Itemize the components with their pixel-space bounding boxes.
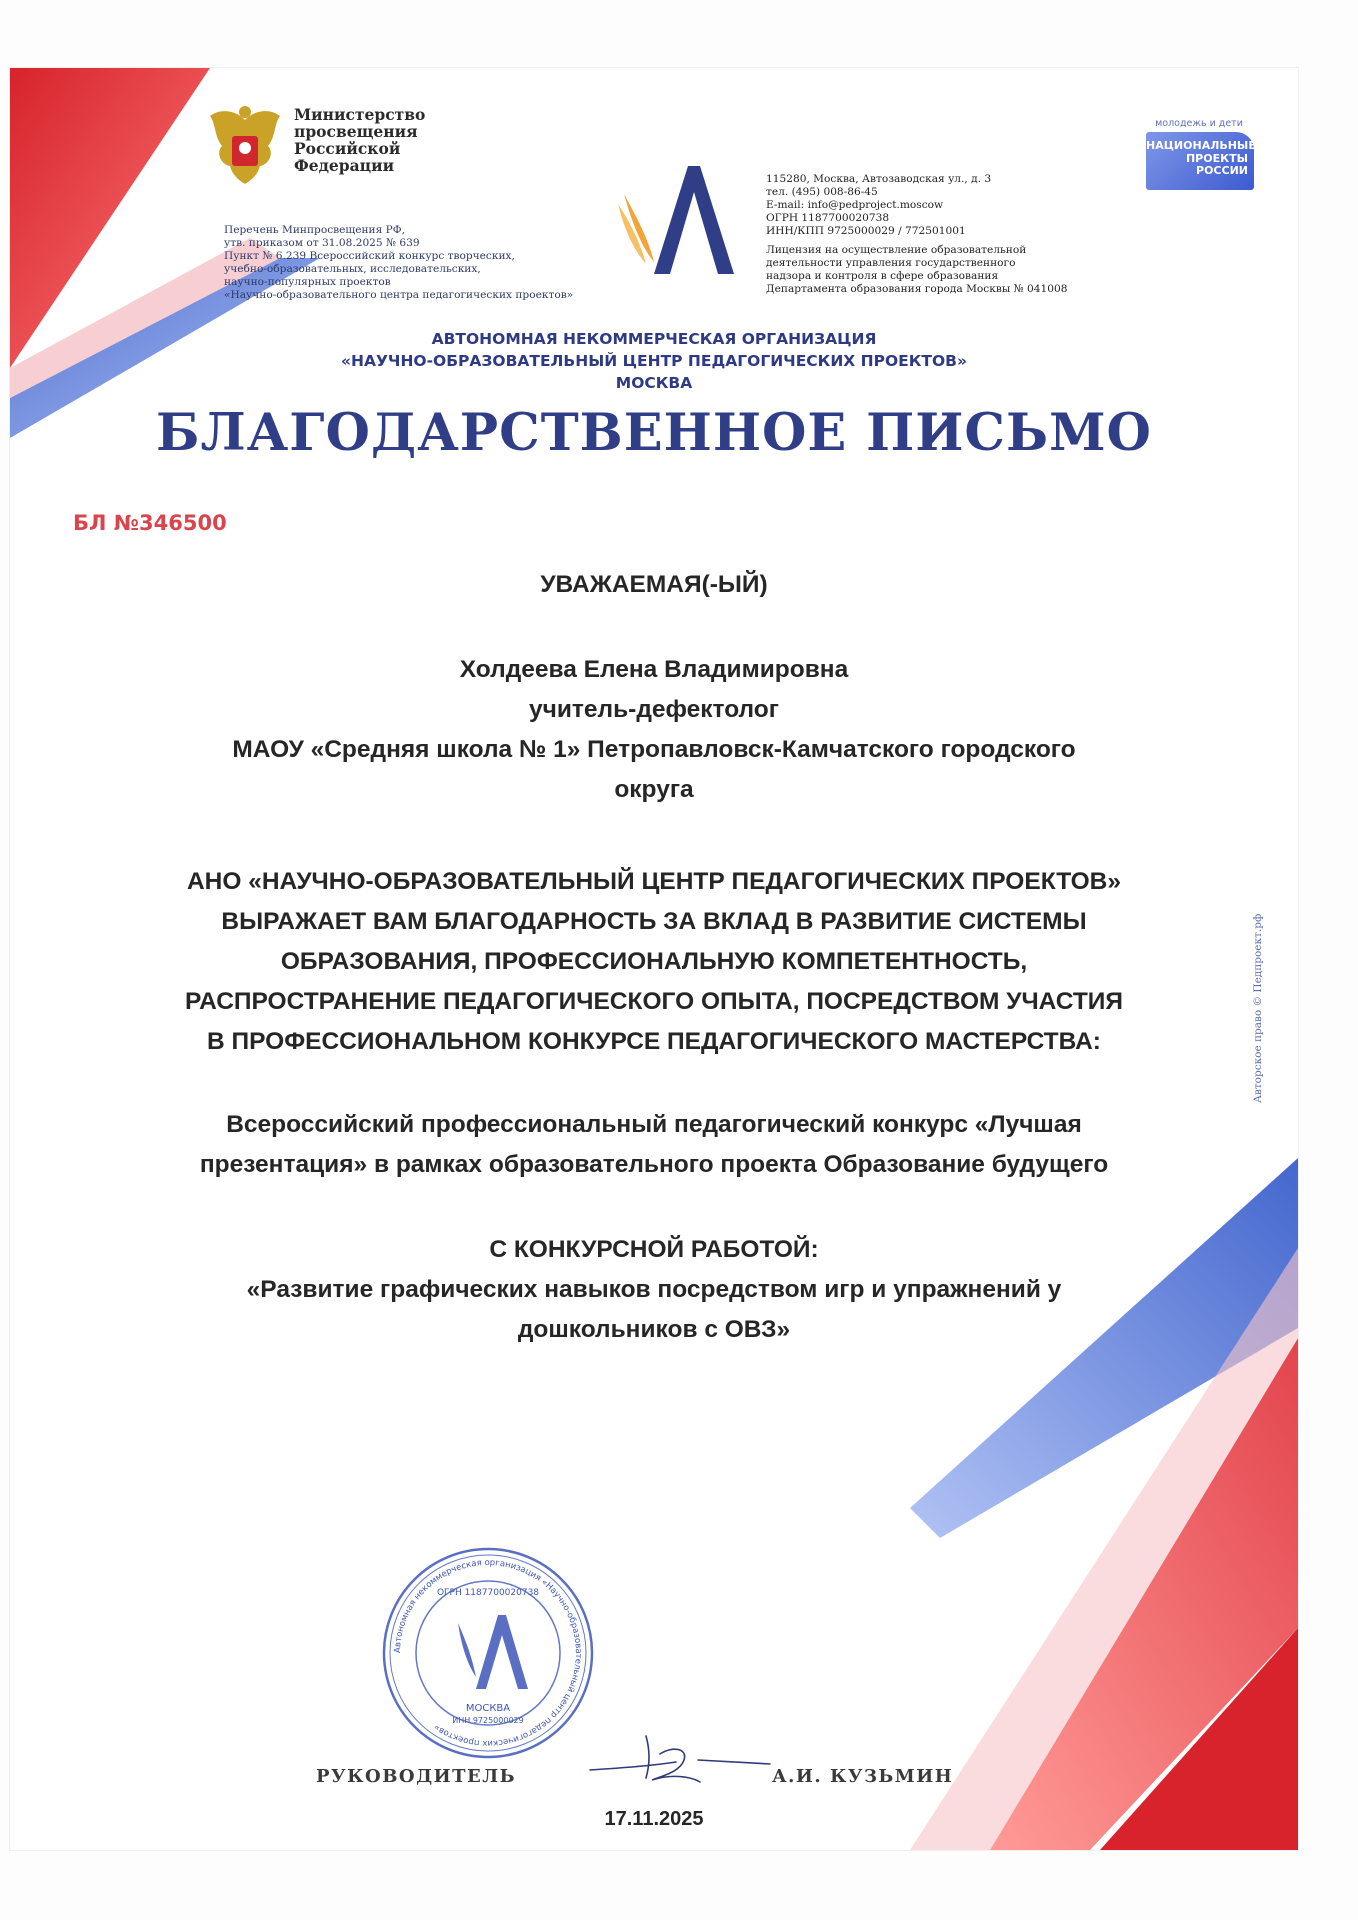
ministry-line: просвещения <box>294 122 418 141</box>
recipient-school-line2: округа <box>614 776 694 803</box>
organization-contacts <box>766 173 1126 296</box>
contest-line2: презентация» в рамках образовательного проекта Образование будущего <box>199 1151 1109 1178</box>
listing-line: Перечень Минпросвещения РФ, <box>224 224 405 236</box>
license-line: Департамента образования города Москвы № 041008 <box>766 283 1068 295</box>
pedproject-logo-icon <box>596 146 746 296</box>
signature-scribble <box>580 1730 780 1790</box>
seal-ring-text: Автономная некоммерческая организация «Научно-образовательный центр педагогических проектов» <box>392 1557 584 1749</box>
recipient-name: Холдеева Елена Владимировна <box>459 656 849 683</box>
certificate-sheet <box>10 68 1298 1850</box>
signer-role: РУКОВОДИТЕЛЬ <box>316 1766 516 1787</box>
contact-line: ОГРН 1187700020738 <box>766 212 890 224</box>
gratitude-line: В ПРОФЕССИОНАЛЬНОМ КОНКУРСЕ ПЕДАГОГИЧЕСКОГО МАСТЕРСТВА: <box>207 1028 1101 1055</box>
ministry-line: Министерство <box>294 105 426 124</box>
work-title-line1: «Развитие графических навыков посредством игр и упражнений у <box>246 1276 1062 1303</box>
registration-number: БЛ №346500 <box>73 511 227 535</box>
listing-line: научно-популярных проектов <box>224 276 391 288</box>
np-line: НАЦИОНАЛЬНЫЕ <box>1146 139 1256 152</box>
listing-line: учебно-образовательных, исследовательских, <box>224 263 481 275</box>
recipient-school-line1: МАОУ «Средняя школа № 1» Петропавловск-Камчатского городского <box>232 736 1076 763</box>
coat-of-arms-icon <box>206 102 284 192</box>
seal-ogrn: ОГРН 1187700020738 <box>436 1588 540 1598</box>
organization-seal <box>378 1543 598 1763</box>
contact-line: E-mail: info@pedproject.moscow <box>766 199 944 211</box>
gratitude-line: АНО «НАУЧНО-ОБРАЗОВАТЕЛЬНЫЙ ЦЕНТР ПЕДАГОГИЧЕСКИХ ПРОЕКТОВ» <box>186 868 1121 895</box>
contest-line1: Всероссийский профессиональный педагогический конкурс «Лучшая <box>226 1111 1082 1138</box>
national-projects-caption: молодежь и дети <box>1155 118 1243 129</box>
seal-inn: ИНН 9725000029 <box>452 1716 524 1725</box>
work-heading: С КОНКУРСНОЙ РАБОТОЙ: <box>489 1236 819 1263</box>
national-projects-badge <box>1140 118 1258 206</box>
license-line: деятельности управления государственного <box>766 257 1016 269</box>
listing-line: утв. приказом от 31.08.2025 № 639 <box>224 237 420 249</box>
issue-date: 17.11.2025 <box>604 1808 704 1830</box>
license-line: надзора и контроля в сфере образования <box>766 270 999 282</box>
contact-line: тел. (495) 008-86-45 <box>766 186 878 198</box>
contact-line: 115280, Москва, Автозаводская ул., д. 3 <box>766 173 992 185</box>
signer-name: А.И. КУЗЬМИН <box>772 1766 954 1787</box>
recipient-position: учитель-дефектолог <box>529 696 779 723</box>
contact-line: ИНН/КПП 9725000029 / 772501001 <box>766 225 966 237</box>
ministry-line: Федерации <box>294 156 395 175</box>
org-header-line2: «НАУЧНО-ОБРАЗОВАТЕЛЬНЫЙ ЦЕНТР ПЕДАГОГИЧЕСКИХ ПРОЕКТОВ» <box>341 352 967 370</box>
ministry-title <box>294 106 474 174</box>
gratitude-line: ВЫРАЖАЕТ ВАМ БЛАГОДАРНОСТЬ ЗА ВКЛАД В РАЗВИТИЕ СИСТЕМЫ <box>221 908 1087 935</box>
document-title: БЛАГОДАРСТВЕННОЕ ПИСЬМО <box>156 403 1152 463</box>
org-header-line1: АВТОНОМНАЯ НЕКОММЕРЧЕСКАЯ ОРГАНИЗАЦИЯ <box>431 330 877 348</box>
national-projects-logo <box>1146 132 1254 190</box>
listing-line: Пункт № 6.239 Всероссийский конкурс творческих, <box>224 250 515 262</box>
ministry-listing <box>224 224 624 302</box>
np-line: ПРОЕКТЫ <box>1185 151 1248 165</box>
np-line: РОССИИ <box>1196 164 1248 177</box>
gratitude-line: ОБРАЗОВАНИЯ, ПРОФЕССИОНАЛЬНУЮ КОМПЕТЕНТНОСТЬ, <box>280 948 1028 975</box>
ministry-line: Российской <box>294 139 401 158</box>
work-title-line2: дошкольников с ОВЗ» <box>517 1316 791 1343</box>
seal-city: МОСКВА <box>465 1703 511 1714</box>
listing-line: «Научно-образовательного центра педагогических проектов» <box>224 289 574 301</box>
gratitude-line: РАСПРОСТРАНЕНИЕ ПЕДАГОГИЧЕСКОГО ОПЫТА, ПОСРЕДСТВОМ УЧАСТИЯ <box>184 988 1124 1015</box>
org-header-line3: МОСКВА <box>615 374 693 392</box>
copyright-text: Авторское право © Педпроект.рф <box>1252 913 1264 1103</box>
greeting: УВАЖАЕМАЯ(-ЫЙ) <box>540 571 768 598</box>
license-line: Лицензия на осуществление образовательной <box>766 244 1027 256</box>
